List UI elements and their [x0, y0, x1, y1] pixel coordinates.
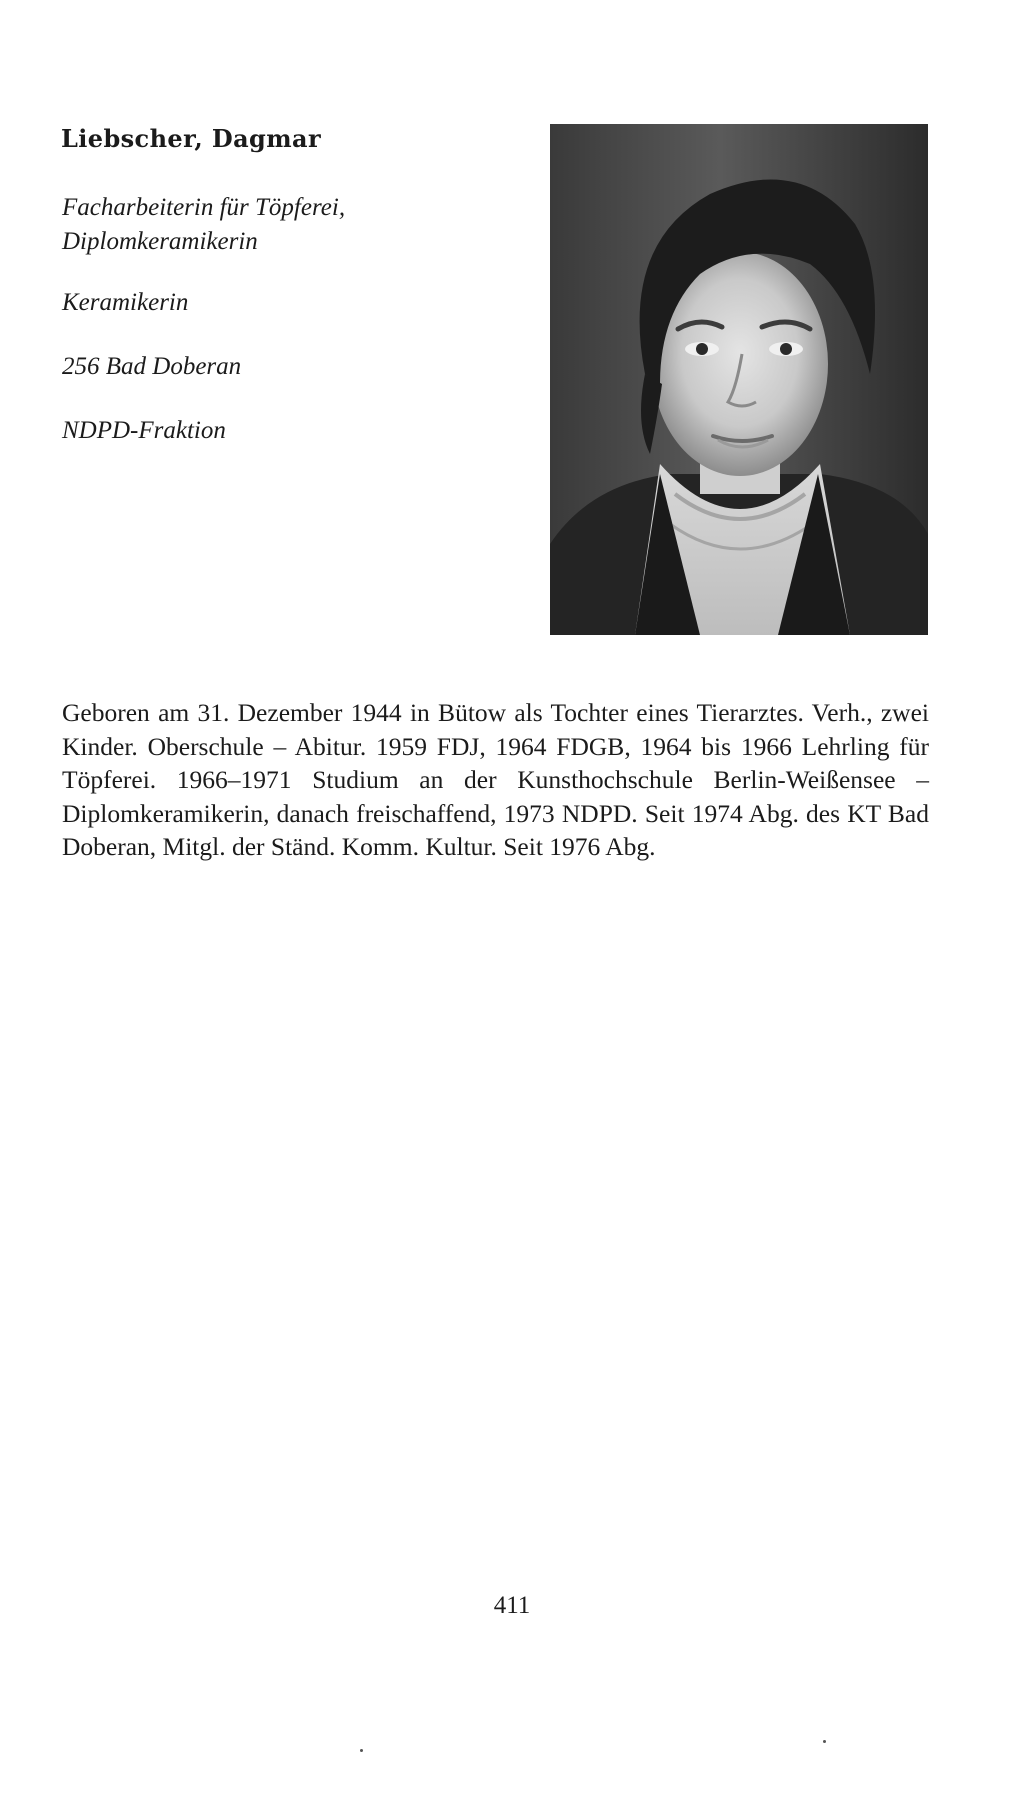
scan-speck [823, 1740, 826, 1743]
page-number: 411 [493, 1592, 531, 1619]
scan-speck [360, 1749, 363, 1752]
qualification-line: Diplomkeramikerin [62, 228, 258, 255]
faction: NDPD-Fraktion [62, 417, 226, 444]
qualification-line: Facharbeiterin für Töpferei, [62, 194, 346, 221]
qualification [62, 191, 345, 259]
person-name: Liebscher, Dagmar [61, 124, 322, 153]
address: 256 Bad Doberan [62, 353, 242, 380]
portrait-photo [550, 124, 928, 635]
portrait-photo-icon [550, 124, 928, 635]
biography-text: Geboren am 31. Dezember 1944 in Bütow als Tochter eines Tierarztes. Verh., zwei Kinder. Oberschule – Abitur. 1959 FDJ, 1964 FDGB, 1964 bis 1966 Lehrling für Töpferei. 1966–1971 Studium an der Kunsthochschule Berlin-Weißensee – Diplomkeramikerin, danach freischaffend, 1973 NDPD. Seit 1974 Abg. des KT Bad Doberan, Mitgl. der Ständ. Komm. Kultur. Seit 1976 Abg. [62, 698, 929, 861]
profession: Keramikerin [62, 289, 189, 316]
